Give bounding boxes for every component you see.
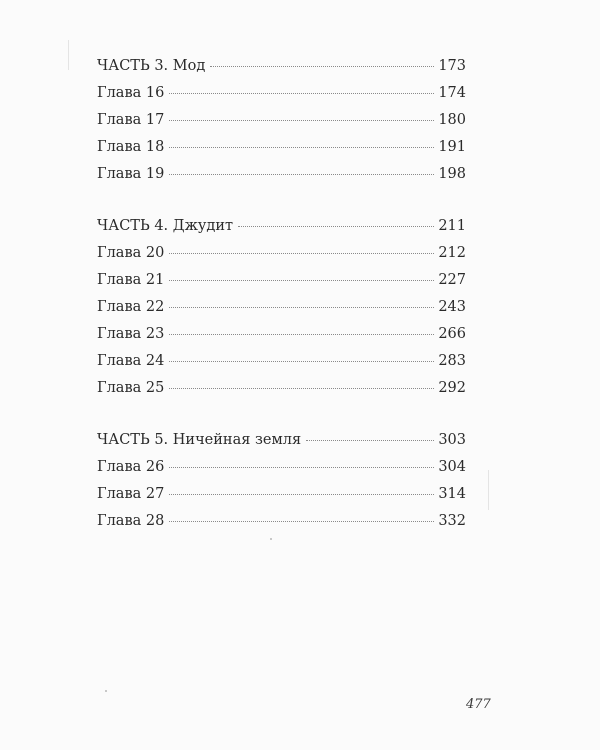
toc-entry-page: 314 [438,486,466,502]
toc-entry-title: Глава 23 [97,326,165,342]
dot-leader [169,388,434,389]
toc-section-part-4 [97,213,466,402]
toc-entry-page: 304 [438,459,466,475]
dot-leader [169,253,434,254]
toc-entry [97,348,466,375]
table-of-contents [97,53,466,535]
toc-entry [97,213,466,240]
dot-leader [169,120,434,121]
dot-leader [238,226,434,227]
toc-entry-title: Глава 28 [97,513,165,529]
toc-entry [97,80,466,107]
toc-entry-title: Глава 19 [97,166,165,182]
toc-entry [97,481,466,508]
toc-entry-title: ЧАСТЬ 5. Ничейная земля [97,432,302,448]
toc-entry-page: 191 [438,139,466,155]
toc-entry [97,267,466,294]
toc-entry-page: 174 [438,85,466,101]
toc-entry-page: 332 [438,513,466,529]
toc-entry-page: 303 [438,432,466,448]
paper-speck [105,690,107,692]
dot-leader [169,280,434,281]
dot-leader [306,440,434,441]
toc-entry [97,427,466,454]
dot-leader [169,467,434,468]
toc-entry-title: Глава 16 [97,85,165,101]
toc-entry-title: Глава 20 [97,245,165,261]
dot-leader [169,334,434,335]
toc-entry-title: Глава 24 [97,353,165,369]
toc-entry-title: Глава 21 [97,272,165,288]
dot-leader [169,361,434,362]
dot-leader [169,174,434,175]
toc-entry [97,107,466,134]
toc-entry-page: 173 [438,58,466,74]
toc-entry [97,134,466,161]
toc-entry-page: 198 [438,166,466,182]
paper-mark [488,470,489,510]
toc-entry-page: 283 [438,353,466,369]
toc-entry-title: Глава 26 [97,459,165,475]
toc-entry-page: 180 [438,112,466,128]
toc-entry-page: 211 [438,218,466,234]
toc-entry-title: Глава 18 [97,139,165,155]
toc-entry-title: Глава 25 [97,380,165,396]
dot-leader [169,307,434,308]
dot-leader [169,521,434,522]
toc-entry-page: 266 [438,326,466,342]
dot-leader [210,66,434,67]
toc-entry [97,53,466,80]
toc-entry [97,294,466,321]
toc-entry-page: 212 [438,245,466,261]
toc-entry [97,240,466,267]
toc-entry [97,454,466,481]
toc-entry-title: ЧАСТЬ 3. Мод [97,58,206,74]
toc-entry-title: Глава 22 [97,299,165,315]
toc-entry [97,321,466,348]
dot-leader [169,147,434,148]
toc-entry-page: 243 [438,299,466,315]
dot-leader [169,494,434,495]
toc-entry [97,508,466,535]
toc-entry-title: Глава 27 [97,486,165,502]
toc-entry-page: 227 [438,272,466,288]
paper-speck [270,538,272,540]
toc-entry-title: Глава 17 [97,112,165,128]
page-number: 477 [466,697,491,712]
paper-mark [68,40,69,70]
toc-entry [97,375,466,402]
toc-entry [97,161,466,188]
toc-entry-title: ЧАСТЬ 4. Джудит [97,218,234,234]
toc-section-part-5 [97,427,466,535]
dot-leader [169,93,434,94]
toc-section-part-3 [97,53,466,188]
toc-entry-page: 292 [438,380,466,396]
